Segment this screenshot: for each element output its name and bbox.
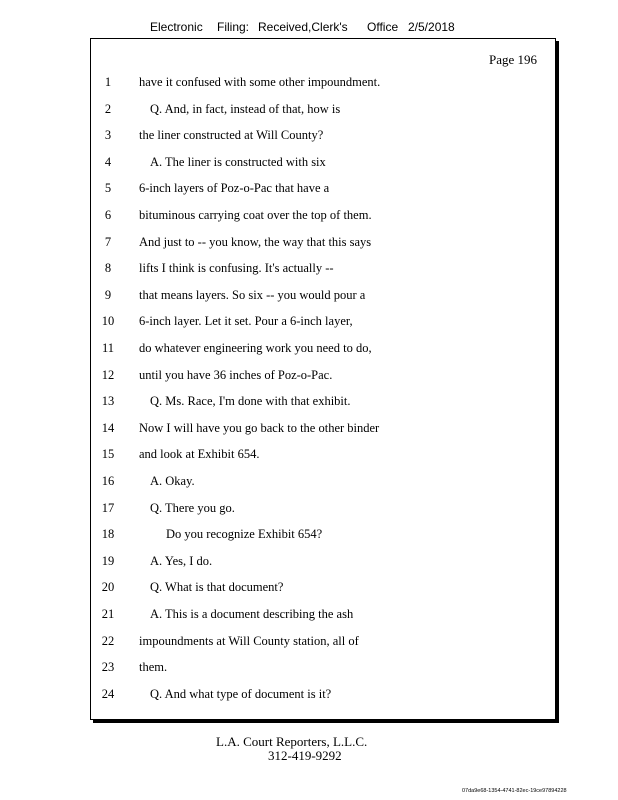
line-text: Q. And what type of document is it? bbox=[150, 686, 332, 701]
line-number: 8 bbox=[104, 261, 112, 276]
transcript-line bbox=[91, 607, 555, 627]
line-text: A. Yes, I do. bbox=[150, 553, 213, 568]
transcript-line bbox=[91, 447, 555, 467]
line-text: Do you recognize Exhibit 654? bbox=[166, 527, 323, 542]
transcript-line bbox=[91, 554, 555, 574]
line-number: 18 bbox=[101, 527, 115, 542]
line-text: until you have 36 inches of Poz-o-Pac. bbox=[139, 367, 333, 382]
line-number: 6 bbox=[104, 208, 112, 222]
transcript-line bbox=[91, 235, 555, 255]
line-number: 14 bbox=[101, 420, 115, 435]
line-text: A. Okay. bbox=[150, 474, 195, 488]
line-number: 24 bbox=[101, 686, 115, 701]
transcript-page bbox=[90, 38, 556, 720]
line-number: 4 bbox=[104, 154, 112, 169]
line-text: the liner constructed at Will County? bbox=[139, 128, 324, 143]
line-text: 6-inch layer. Let it set. Pour a 6-inch layer, bbox=[139, 314, 353, 329]
page-number: Page 196 bbox=[488, 52, 537, 67]
transcript-line bbox=[91, 421, 555, 441]
stamp-word-received: Received,Clerk's bbox=[258, 20, 348, 34]
line-number: 13 bbox=[101, 394, 115, 409]
stamp-date: 2/5/2018 bbox=[408, 20, 455, 34]
transcript-line bbox=[91, 181, 555, 201]
line-number: 9 bbox=[104, 287, 112, 302]
line-text: Q. Ms. Race, I'm done with that exhibit. bbox=[150, 394, 351, 409]
line-text: bituminous carrying coat over the top of them. bbox=[139, 208, 372, 222]
line-number: 5 bbox=[104, 181, 112, 196]
document-id: 07da9e68-1354-4741-82ec-19ce97894228 bbox=[462, 788, 567, 794]
transcript-line bbox=[91, 634, 555, 654]
transcript-line bbox=[91, 580, 555, 600]
transcript-line bbox=[91, 501, 555, 521]
line-text: Q. And, in fact, instead of that, how is bbox=[150, 101, 341, 116]
stamp-word-filing: Filing: bbox=[217, 20, 250, 34]
transcript-line bbox=[91, 527, 555, 547]
line-text: impoundments at Will County station, all of bbox=[139, 633, 359, 648]
line-text: them. bbox=[139, 660, 168, 675]
line-text: And just to -- you know, the way that this says bbox=[139, 234, 372, 249]
transcript-line bbox=[91, 687, 555, 707]
line-number: 10 bbox=[101, 314, 115, 329]
line-text: that means layers. So six -- you would pour a bbox=[139, 287, 366, 302]
transcript-line bbox=[91, 341, 555, 361]
line-text: 6-inch layers of Poz-o-Pac that have a bbox=[139, 181, 330, 196]
transcript-line bbox=[91, 75, 555, 95]
line-number: 3 bbox=[104, 128, 112, 143]
line-number: 15 bbox=[101, 447, 115, 462]
line-number: 21 bbox=[101, 607, 115, 621]
line-text: Q. What is that document? bbox=[150, 580, 284, 595]
transcript-line bbox=[91, 314, 555, 334]
line-number: 11 bbox=[101, 341, 115, 355]
transcript-line bbox=[91, 288, 555, 308]
line-number: 17 bbox=[101, 500, 115, 515]
transcript-line bbox=[91, 261, 555, 281]
line-text: Q. There you go. bbox=[150, 500, 235, 515]
line-text: do whatever engineering work you need to do, bbox=[139, 341, 372, 355]
line-number: 12 bbox=[101, 367, 115, 382]
stamp-word-office: Office bbox=[367, 20, 399, 34]
reporter-name: L.A. Court Reporters, L.L.C. bbox=[216, 734, 368, 749]
transcript-line bbox=[91, 102, 555, 122]
reporter-phone: 312-419-9292 bbox=[268, 748, 342, 763]
line-number: 7 bbox=[104, 234, 112, 249]
transcript-line bbox=[91, 660, 555, 680]
line-number: 20 bbox=[101, 580, 115, 595]
line-text: lifts I think is confusing. It's actually -- bbox=[139, 261, 334, 276]
line-number: 16 bbox=[101, 474, 115, 488]
transcript-line bbox=[91, 394, 555, 414]
line-text: have it confused with some other impoundment. bbox=[139, 75, 381, 89]
transcript-line bbox=[91, 155, 555, 175]
transcript-line bbox=[91, 474, 555, 494]
line-number: 22 bbox=[101, 633, 115, 648]
transcript-line bbox=[91, 368, 555, 388]
line-text: Now I will have you go back to the other binder bbox=[139, 420, 380, 435]
transcript-line bbox=[91, 128, 555, 148]
line-number: 19 bbox=[101, 553, 115, 568]
line-text: A. This is a document describing the ash bbox=[150, 607, 354, 621]
line-number: 23 bbox=[101, 660, 115, 675]
stamp-word-electronic: Electronic bbox=[150, 20, 203, 34]
line-number: 2 bbox=[104, 101, 112, 116]
transcript-line bbox=[91, 208, 555, 228]
line-text: A. The liner is constructed with six bbox=[150, 154, 326, 169]
line-text: and look at Exhibit 654. bbox=[139, 447, 260, 462]
line-number: 1 bbox=[104, 75, 112, 89]
